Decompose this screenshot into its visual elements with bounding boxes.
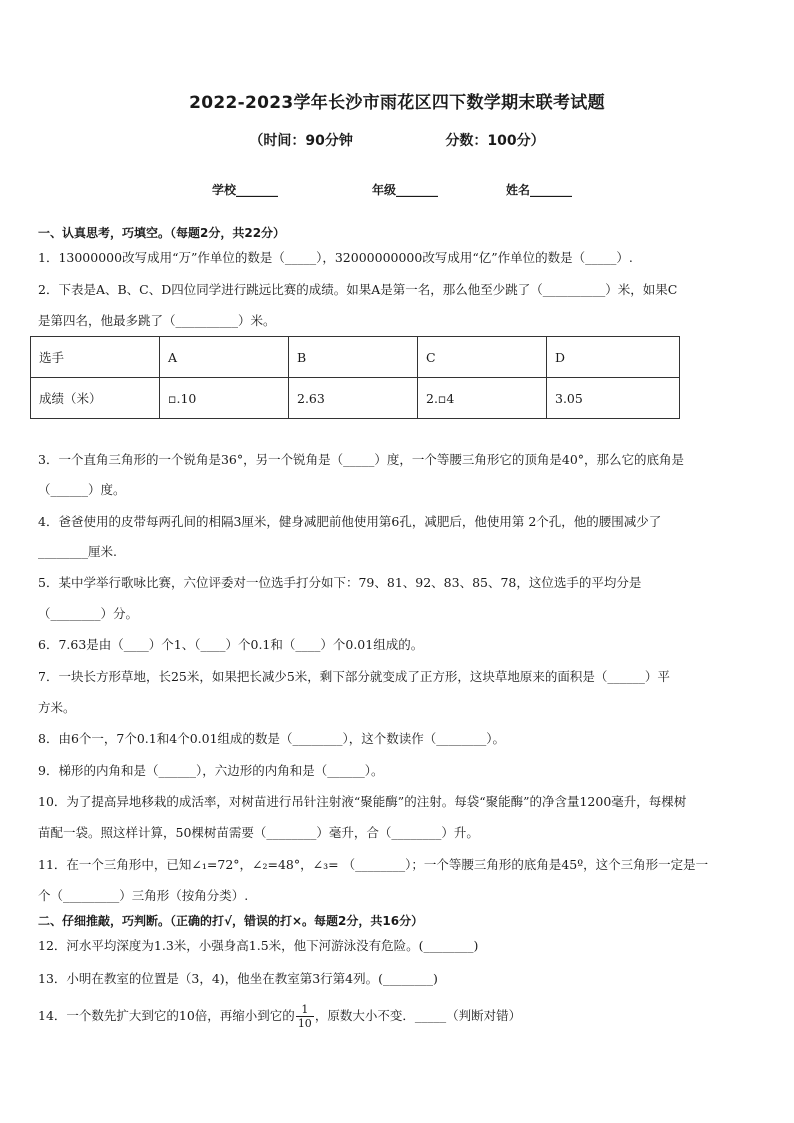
table-header-cell: 选手	[31, 337, 160, 378]
question-6: 6．7.63是由（____）个1、（____）个0.1和（____）个0.01组成的。	[38, 637, 424, 652]
question-10-line-2: 苗配一袋。照这样计算，50棵树苗需要（________）毫升，合（________）升。	[38, 825, 479, 840]
question-5-line-1: 5．某中学举行歌咏比赛，六位评委对一位选手打分如下：79、81、92、83、85、78，这位选手的平均分是	[38, 575, 642, 590]
question-1: 1．13000000改写成用“万”作单位的数是（_____），32000000000改写成用“亿”作单位的数是（_____）.	[38, 250, 633, 265]
table-cell: 2.▫4	[418, 378, 547, 419]
school-field: 学校_______	[212, 183, 279, 197]
page-title: 2022-2023学年长沙市雨花区四下数学期末联考试题	[189, 93, 605, 113]
time-score-line: （时间：90分钟 分数：100分）	[249, 133, 545, 149]
long-jump-table	[30, 336, 680, 419]
question-8: 8．由6个一，7个0.1和4个0.01组成的数是（________），这个数读作（________）。	[38, 731, 506, 746]
question-14	[38, 1000, 760, 1031]
question-2-line-2: 是第四名，他最多跳了（__________）米。	[38, 313, 276, 328]
question-11-line-2: 个（_________）三角形（按角分类）.	[38, 888, 249, 903]
question-9: 9．梯形的内角和是（______），六边形的内角和是（______）。	[38, 763, 384, 778]
table-header-cell: A	[160, 337, 289, 378]
table-row	[31, 378, 680, 419]
section-1-heading: 一、认真思考，巧填空。（每题2分，共22分）	[38, 226, 286, 240]
question-13: 13．小明在教室的位置是（3，4)，他坐在教室第3行第4列。(________)	[38, 971, 438, 986]
question-10-line-1: 10．为了提高异地移栽的成活率，对树苗进行吊针注射液“聚能酶”的注射。每袋“聚能酶”的净含量1200毫升，每棵树	[38, 794, 687, 809]
table-header-cell: C	[418, 337, 547, 378]
table-header-cell: D	[547, 337, 680, 378]
question-14-text-start: 14．一个数先扩大到它的10倍，再缩小到它的	[38, 1008, 295, 1023]
table-header-cell: B	[289, 337, 418, 378]
table-cell: 3.05	[547, 378, 680, 419]
question-2-line-1: 2．下表是A、B、C、D四位同学进行跳远比赛的成绩。如果A是第一名，那么他至少跳了（__________）米，如果C	[38, 282, 678, 297]
table-cell: 成绩（米）	[31, 378, 160, 419]
grade-field: 年级_______	[372, 183, 439, 197]
question-3-line-1: 3．一个直角三角形的一个锐角是36°，另一个锐角是（_____）度，一个等腰三角形它的顶角是40°，那么它的底角是	[38, 452, 685, 467]
question-7-line-2: 方米。	[38, 700, 76, 715]
question-4-line-1: 4．爸爸使用的皮带每两孔间的相隔3厘米，健身减肥前他使用第6孔，减肥后，他使用第 2个孔，他的腰围减少了	[38, 514, 662, 529]
question-12: 12．河水平均深度为1.3米，小强身高1.5米，他下河游泳没有危险。(________)	[38, 938, 479, 953]
fraction-numerator: 1	[296, 1003, 314, 1017]
table-cell: ▫.10	[160, 378, 289, 419]
section-2-heading: 二、仔细推敲，巧判断。（正确的打√，错误的打×。每题2分，共16分）	[38, 914, 424, 928]
question-7-line-1: 7．一块长方形草地，长25米，如果把长减少5米，剩下部分就变成了正方形，这块草地原来的面积是（______）平	[38, 669, 670, 684]
table-header-row	[31, 337, 680, 378]
question-11-line-1: 11．在一个三角形中，已知∠₁=72°，∠₂=48°，∠₃= （________）；一个等腰三角形的底角是45º，这个三角形一定是一	[38, 857, 709, 872]
fraction-one-tenth	[296, 1003, 314, 1030]
name-field: 姓名_______	[506, 183, 573, 197]
table-cell: 2.63	[289, 378, 418, 419]
question-14-text-end: ，原数大小不变．_____（判断对错）	[314, 1008, 522, 1023]
fraction-denominator: 10	[297, 1017, 312, 1030]
question-5-line-2: （________）分。	[38, 606, 139, 621]
question-3-line-2: （______）度。	[38, 482, 126, 497]
question-4-line-2: ________厘米.	[38, 544, 117, 559]
